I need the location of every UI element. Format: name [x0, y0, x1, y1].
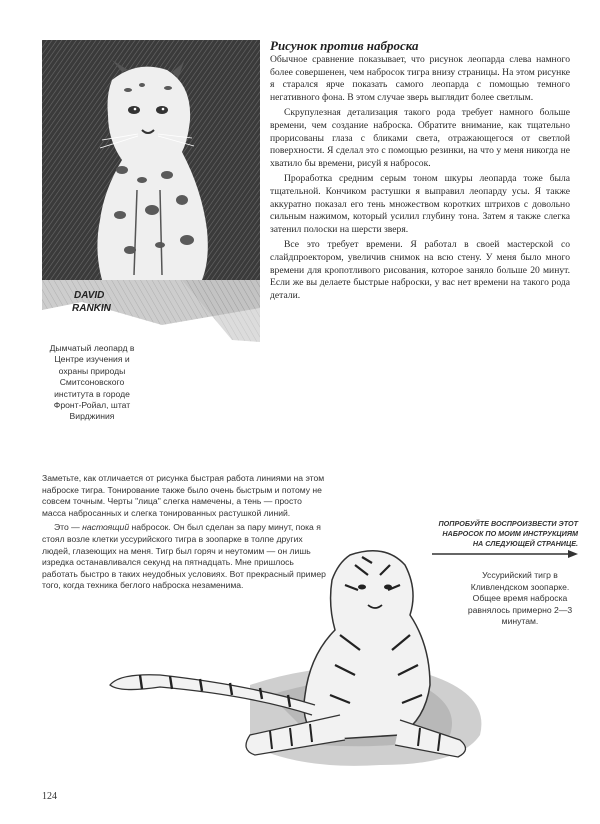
tiger-caption: Уссурийский тигр в Кливлендском зоопарке. Общее время наброска равнялось примерно 2—3 минутам.: [467, 570, 573, 627]
tiger-p2-lead: Это —: [54, 522, 83, 533]
tiger-paragraph-1: Заметьте, как отличается от рисунка быстрая работа линиями на этом наброске тигра. Тонирование также было очень быстрым и потому не совсем точным. Черты "лица" слегка намечены, а тень — просто масса набросанных и слегка тонированных растушкой линий.: [42, 473, 325, 518]
section-title: Рисунок против наброска: [270, 38, 419, 53]
tiger-p2-rest: набросок. Он был сделан за пару минут, пока я стоял возле клетки уссурийского тигра в зоопарке в толпе других людей, глазеющих на меня. Тигр был горяч и неутомим — он лишь изредка останавливался секунд на пятнадцать. Мне пришлось работать быстро в таких неудобных условиях. Вот прекрасный пример того, когда техника беглого наброска незаменима.: [42, 522, 326, 591]
leopard-drawing: [42, 40, 260, 342]
body-paragraph-4: Все это требует времени. Я работал в своей мастерской со слайдпроектором, увеличив снимок на всю стену. У меня было много времени для кропотливого рисования, которое заняло больше 20 минут. Если же вы делаете быстрые наброски, у вас нет времени на такого рода детали.: [270, 239, 570, 301]
leopard-caption: Дымчатый леопард в Центре изучения и охраны природы Смитсоновского института в городе Фронт-Ройал, штат Вирджиния: [49, 343, 135, 422]
tiger-sketch: [100, 535, 500, 785]
body-text: [270, 54, 570, 305]
signature-line1: DAVID: [74, 290, 105, 301]
body-paragraph-3: Проработка средним серым тоном шкуры леопарда тоже была тщательной. Кончиком растушки я выправил леопарду усы. Я также аккуратно показал его тень множеством коротких штрихов с довольно сильным нажимом, который усилил глубину тона. Затем я также слегка затенил полоски на шерсти зверя.: [270, 173, 570, 235]
try-note: ПОПРОБУЙТЕ ВОСПРОИЗВЕСТИ ЭТОТ НАБРОСОК ПО МОИМ ИНСТРУКЦИЯМ НА СЛЕДУЮЩЕЙ СТРАНИЦЕ.: [438, 519, 578, 549]
page-number: 124: [42, 791, 57, 802]
tiger-p2-emphasis: настоящий: [82, 522, 130, 533]
body-paragraph-2: Скрупулезная детализация такого рода требует намного больше времени, чем создание наброска. Обратите внимание, как тщательно прорисованы глаза с бликами света, отражающегося от светлой поверхности. Я сделал это с помощью резинки, на что у меня никогда не хватило бы времени, рисуй я набросок.: [270, 107, 570, 169]
body-paragraph-1: Обычное сравнение показывает, что рисунок леопарда слева намного более совершенен, чем набросок тигра внизу страницы. На этом рисунке я старался ярче показать самого леопарда с помощью темного негативного фона. В этом случае зверь выглядит более светлым.: [270, 54, 570, 103]
signature-line2: RANKIN: [72, 303, 111, 314]
